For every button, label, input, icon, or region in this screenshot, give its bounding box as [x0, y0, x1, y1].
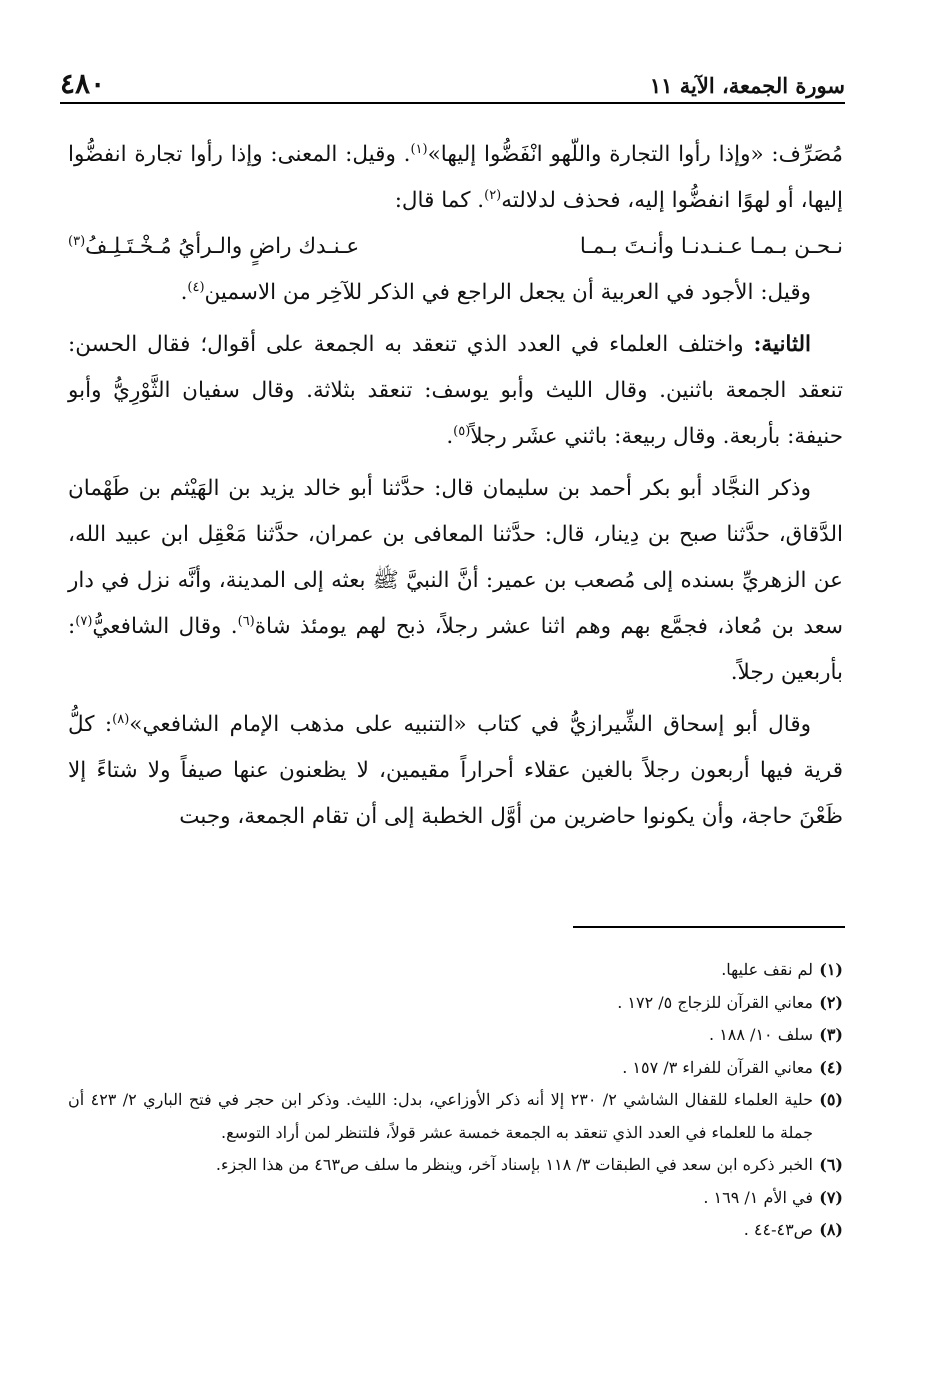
footnote-number: (٧)	[819, 1187, 843, 1207]
footnote-text: حلية العلماء للقفال الشاشي ٢/ ٢٣٠ إلا أنه ذكر الأوزاعي، بدل: الليث. وذكر ابن حجر في فتح الباري ٢/ ٤٢٣ أن جملة ما للعلماء في العدد الذي تنعقد به الجمعة خمسة عشر قولاً، فلتنظر لمن أراد التوسع.	[68, 1090, 814, 1142]
paragraph-3: الثانية: واختلف العلماء في العدد الذي تنعقد به الجمعة على أقوال؛ فقال الحسن: تنعقد الجمعة باثنين. وقال الليث وأبو يوسف: تنعقد بثلاثة. وقال سفيان الثَّوْرِيُّ وأبو حنيفة: بأربعة. وقال ربيعة: باثني عشَر رجلاً$^{(٥)}$.	[68, 332, 843, 449]
footnote-ref-8: (٨)	[112, 711, 130, 727]
footnote	[68, 1182, 843, 1215]
footnote	[68, 954, 843, 987]
main-text	[68, 132, 843, 840]
footnote-text: سلف ١٠/ ١٨٨ .	[709, 1025, 813, 1044]
footnote	[68, 1084, 843, 1149]
p4-text: وذكر النجَّاد أبو بكر أحمد بن سليمان قال: حدَّثنا أبو خالد يزيد بن الهَيْثم بن طَهْمان الدَّقاق، حدَّثنا صبح بن دِينار، قال: حدَّثنا المعافى بن عمران، حدَّثنا مَعْقِل ابن عبيد الله، عن الزهريِّ بسنده إلى مُصعب بن عمير: أنَّ النبيَّ ﷺ بعثه إلى المدينة، وأنَّه نزل في دار سعد بن مُعاذ، فجمَّع بهم وهم اثنا عشر رجلاً، ذبح لهم يومئذ شاة	[68, 476, 843, 639]
footnote-text: الخبر ذكره ابن سعد في الطبقات ٣/ ١١٨ بإسناد آخر، وينظر ما سلف ص٤٦٣ من هذا الجزء.	[215, 1155, 813, 1174]
verse-first-hemistich: نـحـن بـمـا عـنـدنـا وأنـتَ بـمـا	[579, 234, 843, 259]
footnote-number: (١)	[819, 960, 843, 979]
p4-text-b: . وقال الشافعيُّ	[92, 614, 238, 639]
p2-text: وقيل: الأجود في العربية أن يجعل الراجع في الذكر للآخِر من الاسمين	[204, 280, 811, 305]
footnotes	[68, 954, 843, 1247]
p5-text-b: : كلُّ قرية فيها أربعون رجلاً بالغين عقلاء أحراراً مقيمين، لا يظعنون عنها صيفاً ولا شتاءً إلا ظَعْنَ حاجة، وأن يكونوا حاضرين من أوَّل الخطبة إلى أن تقام الجمعة، وجبت	[68, 712, 843, 829]
page-number: ٤٨٠	[60, 67, 106, 100]
footnote	[68, 987, 843, 1020]
paragraph-2: وقيل: الأجود في العربية أن يجعل الراجع في الذكر للآخِر من الاسمين$^{(٤)}$.	[180, 279, 811, 305]
paragraph-4	[68, 466, 843, 696]
p4-text-c: : بأربعين رجلاً.	[68, 614, 843, 685]
p3-text: واختلف العلماء في العدد الذي تنعقد به الجمعة على أقوال؛ فقال الحسن: تنعقد الجمعة باثنين. وقال الليث وأبو يوسف: تنعقد بثلاثة. وقال سفيان الثَّوْرِيُّ وأبو حنيفة: بأربعة. وقال ربيعة: باثني عشَر رجلاً	[68, 332, 843, 449]
footnote-number: (٦)	[819, 1155, 843, 1174]
footnote-number: (٥)	[819, 1090, 843, 1109]
footnote-text: معاني القرآن للزجاج ٥/ ١٧٢ .	[617, 992, 813, 1012]
footnote-text: في الأم ١/ ١٦٩ .	[703, 1187, 813, 1207]
footnote-ref-6: (٦)	[237, 613, 255, 629]
p3-lead: الثانية:	[753, 332, 811, 357]
footnote-text: لم نقف عليها.	[721, 960, 813, 979]
running-title: سورة الجمعة، الآية ١١	[649, 73, 845, 98]
footnote	[68, 1214, 843, 1247]
footnote	[68, 1019, 843, 1052]
footnote-number: (٣)	[819, 1025, 843, 1044]
footnote-ref-5: (٥)	[453, 423, 471, 439]
footnote-ref-3: (٣)	[68, 233, 86, 249]
footnote-number: (٤)	[819, 1057, 843, 1077]
poetry-verse	[68, 224, 843, 270]
footnote-ref-2: (٢)	[484, 187, 502, 203]
p5-text: وقال أبو إسحاق الشِّيرازيُّ في كتاب «التنبيه على مذهب الإمام الشافعي»	[129, 712, 811, 737]
footnote-ref-7: (٧)	[75, 613, 93, 629]
paragraph-1	[68, 132, 843, 224]
footnote	[68, 1149, 843, 1182]
paragraph-5	[68, 702, 843, 840]
page-header	[60, 64, 845, 104]
footnote-ref-4: (٤)	[187, 279, 205, 295]
p1-text-b: . وقيل: المعنى: وإذا رأوا تجارة انفضُّوا إليها، أو لهوًا انفضُّوا إليه، فحذف لدلالته	[68, 142, 843, 213]
p1-text-c: . كما قال:	[394, 188, 485, 213]
footnote-separator	[573, 926, 845, 928]
verse-second-hemistich	[68, 224, 359, 270]
footnote-text: معاني القرآن للفراء ٣/ ١٥٧ .	[622, 1057, 813, 1077]
footnote-number: (٢)	[819, 992, 843, 1012]
footnote	[68, 1052, 843, 1085]
footnote-ref-1: (١)	[410, 141, 428, 157]
p1-text-a: مُصَرِّف: «وإذا رأوا التجارة واللّهو انْفَضُّوا إليها»	[427, 142, 843, 167]
verse-second-text: عـنـدك راضٍ والـرأيُ مُـخْـتَـلِـفُ	[85, 234, 360, 259]
footnote-text: ص٤٣-٤٤ .	[743, 1220, 813, 1239]
footnote-number: (٨)	[819, 1220, 843, 1239]
